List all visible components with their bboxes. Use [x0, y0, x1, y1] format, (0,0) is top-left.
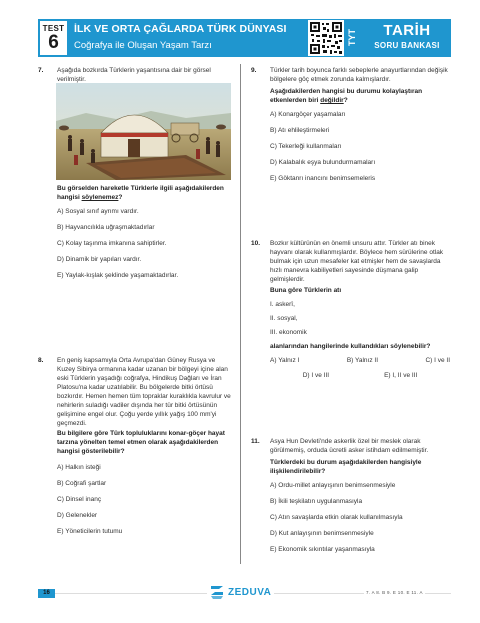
- statement-iii: III. ekonomik: [270, 329, 307, 336]
- question-number: 8.: [38, 357, 44, 364]
- option-a[interactable]: A) Ordu-millet anlayışının benimsenmesiyle: [270, 482, 396, 489]
- option-a[interactable]: A) Sosyal sınıf ayrımı vardır.: [57, 208, 139, 215]
- option-e[interactable]: E) Ekonomik sıkıntılar yaşanmasıyla: [270, 546, 375, 553]
- option-b[interactable]: B) Coğrafi şartlar: [57, 480, 107, 487]
- option-e[interactable]: E) I, II ve III: [384, 372, 418, 379]
- logo-text: ZEDUVA: [228, 586, 272, 598]
- options-row-2: [270, 371, 450, 380]
- test-label: TEST: [42, 24, 65, 33]
- question-11: [251, 437, 450, 554]
- prompt-end: ?: [343, 97, 348, 104]
- question-number: 9.: [251, 67, 257, 74]
- question-prompt: alanlarından hangilerinde kullandıkları söylenebilir?: [270, 343, 431, 350]
- option-a[interactable]: A) Halkın isteği: [57, 464, 101, 471]
- question-lead: Buna göre Türklerin atı: [270, 287, 342, 294]
- option-b[interactable]: B) İkili teşkilatın uygulanmasıyla: [270, 498, 363, 505]
- option-b[interactable]: B) Atı ehlileştirmeleri: [270, 127, 330, 134]
- question-8: [38, 356, 234, 536]
- prompt-emphasis: söylenemez: [81, 194, 119, 201]
- option-d[interactable]: D) Kalabalık eşya bulundurmamaları: [270, 159, 376, 166]
- option-e[interactable]: E) Yöneticilerin tutumu: [57, 528, 123, 535]
- option-d[interactable]: D) Kut anlayışının benimsenmesiyle: [270, 530, 374, 537]
- option-c[interactable]: C) Dinsel inanç: [57, 496, 102, 503]
- option-d[interactable]: D) Dinamik bir yapıları vardır.: [57, 256, 142, 263]
- book-title: TARİH: [383, 22, 431, 39]
- question-9: [251, 66, 450, 183]
- prompt-text: Aşağıdakilerden hangisi bu durumu kolaylaştıran etkenlerden biri: [270, 88, 423, 104]
- prompt-end: ?: [118, 194, 123, 201]
- book-subtitle: SORU BANKASI: [374, 41, 440, 50]
- question-prompt: Bu bilgilere göre Türk topluluklarını konar-göçer hayat tarzına yönelten temel etmen olarak aşağıdakilerden hangisi gösterilebilir?: [57, 430, 225, 455]
- options-row-1: [270, 356, 450, 365]
- option-c[interactable]: C) Tekerleği kullanmaları: [270, 143, 342, 150]
- qr-code-icon: [308, 20, 344, 56]
- question-7: [38, 66, 232, 84]
- option-c[interactable]: C) I ve II: [425, 357, 450, 364]
- publisher-logo: [207, 582, 274, 602]
- steppe-yurt-illustration: [56, 83, 231, 180]
- question-10: [251, 239, 450, 380]
- unit-title: İLK VE ORTA ÇAĞLARDA TÜRK DÜNYASI: [74, 23, 287, 35]
- option-e[interactable]: E) Yaylak-kışlak şeklinde yaşamaktadırlar.: [57, 272, 179, 279]
- option-a[interactable]: A) Yalnız I: [270, 357, 300, 364]
- prompt-emphasis: değildir: [320, 97, 344, 104]
- question-stem: Türkler tarih boyunca farklı sebeplerle anayurtlarından değişik bölgelere göç etmek zorunda kalmışlardır.: [270, 67, 448, 83]
- question-stem: Asya Hun Devleti'nde askerlik özel bir meslek olarak görülmemiş, orduda ücretli asker istihdam edilmemiştir.: [270, 438, 429, 454]
- statement-ii: II. sosyal,: [270, 315, 298, 322]
- option-c[interactable]: C) Atın savaşlarda etkin olarak kullanılmasıyla: [270, 514, 403, 521]
- prompt-text: Bu görselden hareketle Türklerle ilgili aşağıdakilerden hangisi: [57, 185, 224, 201]
- option-d[interactable]: D) I ve III: [302, 372, 330, 379]
- question-stem: En geniş kapsamıyla Orta Avrupa'dan Güney Rusya ve Kuzey Sibirya ormanına kadar uzanan bir bölgeyi içine alan eski Türklerin yaşadığı coğrafya, Hindikuş Dağları ve İran Platosu'na kadar uzatılabilir. Bu bölgelerde bitki örtüsü bozkırdır. Hemen hemen tüm topraklar kuraklıkla kavrulur ve nehirlerin suladığı vadiler dışında her tür bitki örtüsünün gelişimine engel olur. Çoğu yerde yıllık yağış 100 mm'yi geçmezdi.: [57, 357, 231, 427]
- option-b[interactable]: B) Yalnız II: [346, 357, 379, 364]
- page-number: 16: [38, 589, 55, 598]
- option-d[interactable]: D) Gelenekler: [57, 512, 98, 519]
- question-prompt: [57, 184, 235, 202]
- statement-i: I. askerî,: [270, 301, 295, 308]
- question-stem: Aşağıda bozkırda Türklerin yaşantısına dair bir görsel verilmiştir.: [57, 67, 211, 83]
- question-stem: Bozkır kültürünün en önemli unsuru attır. Türkler atı binek hayvanı olarak kullanmışlardır. Böylece hem sürülerine otlak bulmak için uzun mesafeler kat etmişler hem de savaşlarda hızlı manevra kabiliyetleri sayesinde düşmana galip gelmişlerdir.: [270, 240, 444, 283]
- question-7-body: [57, 184, 235, 280]
- question-prompt: Türklerdeki bu durum aşağıdakilerden hangisiyle ilişkilendirilebilir?: [270, 459, 422, 475]
- option-c[interactable]: C) Kolay taşınma imkanına sahiptirler.: [57, 240, 167, 247]
- option-a[interactable]: A) Konargöçer yaşamaları: [270, 111, 346, 118]
- question-number: 10.: [251, 240, 261, 247]
- column-divider: [240, 64, 241, 564]
- test-number: 6: [48, 32, 59, 53]
- test-badge: [38, 19, 69, 57]
- question-number: 7.: [38, 67, 44, 74]
- tyt-label: TYT: [347, 29, 357, 47]
- zeduva-logo-icon: [210, 584, 224, 600]
- option-b[interactable]: B) Hayvancılıkla uğraşmaktadırlar: [57, 224, 155, 231]
- question-prompt: [270, 87, 450, 105]
- header-banner: [38, 19, 451, 57]
- answer-codes: 7. A 8. B 9. E 10. E 11. A: [366, 590, 423, 595]
- option-e[interactable]: E) Göktanrı inancını benimsemeleris: [270, 175, 376, 182]
- question-number: 11.: [251, 438, 260, 445]
- unit-subtitle: Coğrafya ile Oluşan Yaşam Tarzı: [74, 40, 212, 51]
